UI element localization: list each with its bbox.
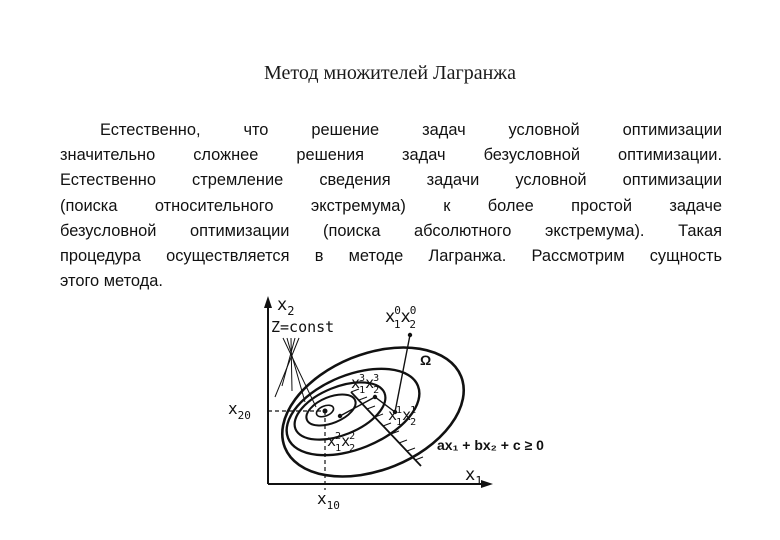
body-paragraph [60, 118, 722, 294]
z-leader [291, 338, 292, 391]
paragraph-line: Естественно, что решение задач условной оптимизации [100, 121, 722, 139]
paragraph-line: этого метода. [60, 272, 163, 291]
omega-label: Ω [420, 352, 432, 368]
x1-point-label: x1 1x1 2 [388, 405, 417, 428]
point-x2 [338, 414, 342, 418]
paragraph-line: Естественно стремление сведения задачи условной оптимизации [60, 171, 722, 190]
lagrange-diagram [225, 290, 565, 522]
z-leader [282, 338, 295, 386]
x10-label: $x_{10}$ [317, 489, 340, 512]
paragraph-line: процедура осуществляется в методе Лагранжа. Рассмотрим сущность [60, 247, 722, 266]
z-leader [283, 338, 316, 407]
x20-label: $x_{20}$ [228, 399, 251, 422]
x2-point-label: x2 1x2 2 [327, 431, 356, 454]
x3-label: x3 1x3 2 [351, 373, 380, 396]
paragraph-line: значительно сложнее решения задач безусловной оптимизации. [60, 146, 722, 165]
constraint-label: ax₁ + bx₂ + c ≥ 0 [437, 437, 544, 453]
x1-axis-label: $x_1$ [465, 465, 483, 488]
z-leader [287, 338, 305, 402]
x2-arrow [264, 296, 272, 308]
z-const-label: Z=const [271, 318, 335, 336]
x2-axis-label: $x_2$ [277, 295, 295, 318]
point-x0 [408, 333, 412, 337]
paragraph-line: (поиска относительного экстремума) к более простой задаче [60, 196, 722, 215]
x0-label: x0 1x0 2 [385, 304, 417, 331]
level-curve-outer [263, 323, 483, 502]
slide-title: Метод множителей Лагранжа [264, 62, 516, 84]
x1-arrow [481, 480, 493, 488]
unconstrained-optimum [323, 409, 328, 414]
paragraph-line: безусловной оптимизации (поиска абсолютного экстремума). Такая [60, 221, 722, 240]
